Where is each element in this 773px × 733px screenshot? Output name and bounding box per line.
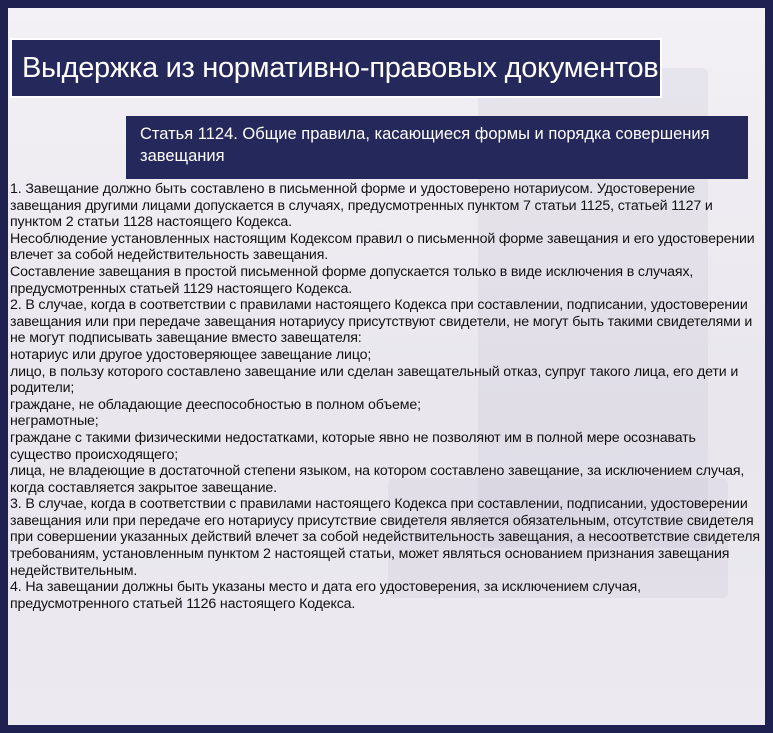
slide bbox=[8, 8, 765, 725]
paragraph: 3. В случае, когда в соответствии с правилами настоящего Кодекса при составлении, подписании, удостоверении завещания или при передаче его нотариусу присутствие свидетеля является обязательным, отсутствие свидетеля при совершении указанных действий влечет за собой недействительность завещания, а несоответствие свидетеля требованиям, установленным пунктом 2 настоящей статьи, может являться основанием признания завещания недействительным. bbox=[10, 496, 760, 579]
slide-title: Выдержка из нормативно-правовых документов bbox=[22, 51, 659, 84]
paragraph: Несоблюдение установленных настоящим Кодексом правил о письменной форме завещания и его удостоверении влечет за собой недействительность завещания. bbox=[10, 230, 755, 264]
paragraph: лицо, в пользу которого составлено завещание или сделан завещательный отказ, супруг такого лица, его дети и родители; bbox=[10, 363, 739, 397]
paragraph: 2. В случае, когда в соответствии с правилами настоящего Кодекса при составлении, подписании, удостоверении завещания или при передаче завещания нотариусу присутствуют свидетели, не могут быть такими свидетелями и не могут подписывать завещание вместо завещателя: bbox=[10, 297, 753, 347]
paragraph: граждане с такими физическими недостатками, которые явно не позволяют им в полной мере осознавать существо происходящего; bbox=[10, 429, 696, 463]
title-banner bbox=[10, 38, 662, 98]
paragraph: нотариус или другое удостоверяющее завещание лицо; bbox=[10, 346, 372, 363]
article-heading: Статья 1124. Общие правила, касающиеся формы и порядка совершения завещания bbox=[140, 125, 710, 165]
article-heading-banner bbox=[126, 116, 748, 179]
paragraph: Составление завещания в простой письменной форме допускается только в виде исключения в случаях, предусмотренных статьей 1129 настоящего Кодекса. bbox=[10, 263, 694, 297]
paragraph: лица, не владеющие в достаточной степени языком, на котором составлено завещание, за исключением случая, когда составляется закрытое завещание. bbox=[10, 463, 745, 496]
article-body bbox=[10, 181, 760, 612]
paragraph: граждане, не обладающие дееспособностью в полном объеме; bbox=[10, 396, 421, 413]
paragraph: 4. На завещании должны быть указаны место и дата его удостоверения, за исключением случая, предусмотренного статьей 1126 настоящего Кодекса. bbox=[10, 579, 641, 612]
paragraph: неграмотные; bbox=[10, 413, 99, 430]
paragraph: 1. Завещание должно быть составлено в письменной форме и удостоверено нотариусом. Удостоверение завещания другими лицами допускается в случаях, предусмотренных пунктом 7 статьи 1125, статьей 1127 и пунктом 2 статьи 1128 настоящего Кодекса. bbox=[10, 181, 713, 231]
